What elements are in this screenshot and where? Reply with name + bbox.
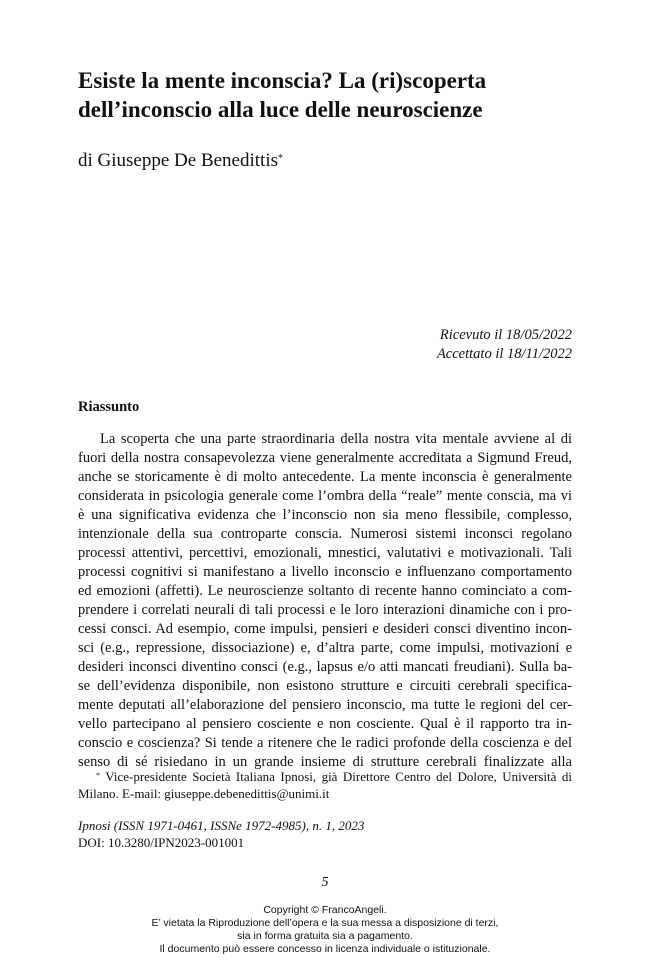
- journal-info: [78, 817, 364, 851]
- author-name: di Giuseppe De Benedittis: [78, 150, 278, 171]
- article-dates: [437, 326, 572, 364]
- section-heading: Riassunto: [78, 399, 140, 415]
- page-number: 5: [321, 875, 329, 890]
- author-byline: [78, 149, 283, 173]
- title-line-1: Esiste la mente inconscia? La (ri)scoperta: [78, 68, 487, 93]
- abstract-line: vello partecipano al pensiero cosciente e non cosciente. Qual è il rapporto tra in-: [78, 716, 572, 732]
- copyright-line-4: Il documento può essere concesso in licenza individuale o istituzionale.: [159, 943, 491, 955]
- abstract-line: è una significativa evidenza che l’inconscio non sia meno flessibile, complesso,: [78, 507, 572, 523]
- abstract-line: intenzionale della sua controparte conscia. Numerosi sistemi inconsci regolano: [78, 526, 572, 542]
- author-footnote-marker[interactable]: *: [278, 153, 283, 164]
- abstract-line: considerata in psicologia generale come l’ombra della “reale” mente conscia, ma vi: [78, 488, 572, 504]
- abstract-line: se dell’evidenza disponibile, non esistono strutture e circuiti cerebrali specifica-: [78, 678, 572, 694]
- copyright-line-1: Copyright © FrancoAngeli.: [263, 904, 387, 916]
- journal-citation: Ipnosi (ISSN 1971-0461, ISSNe 1972-4985), n. 1, 2023: [78, 818, 365, 833]
- abstract-line: prendere i correlati neurali di tali processi e le loro interazioni dinamiche con i pro-: [78, 602, 572, 618]
- received-date: Ricevuto il 18/05/2022: [439, 327, 572, 343]
- copyright-line-3: sia in forma gratuita sia a pagamento.: [237, 930, 413, 942]
- footnote-marker: *: [96, 771, 100, 780]
- title-line-2: dell’inconscio alla luce delle neuroscienze: [78, 97, 483, 122]
- footnote-affiliation: Vice-presidente Società Italiana Ipnosi, già Direttore Centro del Dolore, Università di: [105, 769, 573, 784]
- footnote-line-1: [78, 768, 572, 785]
- accepted-date: Accettato il 18/11/2022: [436, 346, 572, 362]
- doi-link[interactable]: DOI: 10.3280/IPN2023-001001: [78, 835, 245, 850]
- abstract-line: conscio e coscienza? Si tende a ritenere che le radici profonde della coscienza e del: [78, 735, 572, 751]
- footnote-line-2: [78, 785, 572, 802]
- abstract-line: senso di sé risiedano in un grande insieme di strutture cerebrali finalizzate alla: [78, 754, 572, 770]
- abstract-line: mente deputati all’elaborazione del pensiero inconscio, ma tutte le regioni del cer-: [78, 697, 572, 713]
- abstract-line: processi cognitivi si manifestano a livello inconscio e influenzano comportamento: [78, 564, 572, 580]
- author-footnote: [78, 768, 572, 802]
- abstract-line: sci (e.g., repressione, dissociazione) e, d’altra parte, come impulsi, motivazioni e: [78, 640, 572, 656]
- abstract-line: processi attentivi, percettivi, emozionali, mnestici, valutativi e motivazionali. Tali: [78, 545, 572, 561]
- footnote-email[interactable]: Milano. E-mail: giuseppe.debenedittis@unimi.it: [78, 786, 330, 801]
- abstract-line: fuori della nostra consapevolezza viene generalmente accreditata a Sigmund Freud,: [78, 450, 572, 466]
- abstract-line: anche se storicamente è di molto antecedente. La mente inconscia è generalmente: [78, 469, 572, 485]
- abstract-line: desideri inconsci diventino consci (e.g., lapsus e/o atti mancati freudiani). Sulla ba-: [78, 659, 572, 675]
- abstract-line: ed emozioni (affetti). Le neuroscienze soltanto di recente hanno cominciato a com-: [78, 583, 572, 599]
- copyright-notice: [0, 904, 650, 956]
- article-title: [78, 66, 578, 124]
- abstract-line: cessi consci. Ad esempio, come impulsi, pensieri e desideri consci diventino incon-: [78, 621, 572, 637]
- abstract-line: La scoperta che una parte straordinaria della nostra vita mentale avviene al di: [100, 431, 572, 447]
- copyright-line-2: E’ vietata la Riproduzione dell’opera e la sua messa a disposizione di terzi,: [151, 917, 499, 929]
- abstract-body: [78, 430, 572, 772]
